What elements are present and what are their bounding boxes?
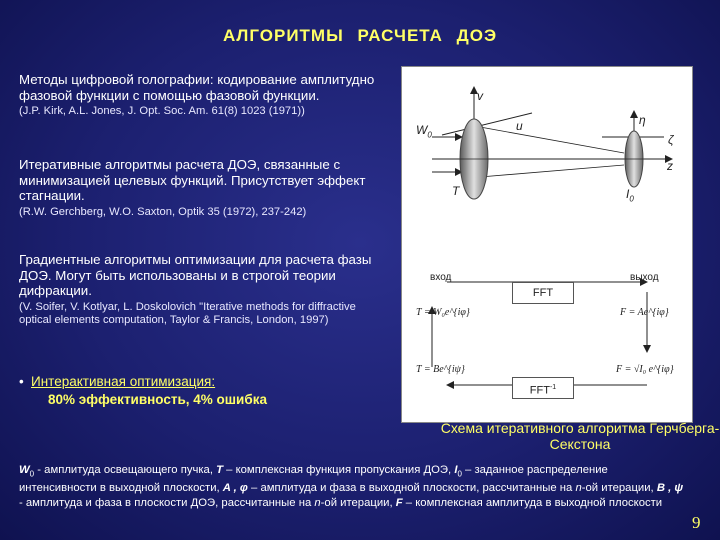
- bullet-subtext: 80% эффективность, 4% ошибка: [48, 392, 267, 407]
- method-block-holography: [19, 72, 384, 118]
- method-text: Итеративные алгоритмы расчета ДОЭ, связанные с минимизацией целевых функций. Присутствует эффект стагнации.: [19, 157, 366, 203]
- u-label: u: [516, 119, 523, 133]
- optical-scheme: [432, 87, 672, 199]
- i0-label: $I_0$: [626, 187, 634, 204]
- method-reference: (V. Soifer, V. Kotlyar, L. Doskolovich "Iterative methods for diffractive optical elements computation, Taylor & Francis, London, 1997): [19, 300, 356, 326]
- ray: [480, 127, 624, 153]
- formula-bottom-right: F = √I₀ e^{iφ}: [616, 364, 674, 375]
- ray: [480, 165, 624, 177]
- bullet-marker: •: [19, 374, 24, 389]
- method-text: Градиентные алгоритмы оптимизации для расчета фазы ДОЭ. Могут быть использованы и в строгой теории дифракции.: [19, 252, 372, 298]
- method-text: Методы цифровой голографии: кодирование амплитудно фазовой функции с помощью фазовой функции.: [19, 72, 375, 103]
- input-label: вход: [430, 272, 452, 283]
- z-label: z: [667, 159, 673, 173]
- fft-box: FFT: [512, 282, 574, 304]
- method-reference: (R.W. Gerchberg, W.O. Saxton, Optik 35 (1972), 237-242): [19, 205, 307, 218]
- page-number: 9: [692, 513, 701, 532]
- v-label: v: [477, 89, 483, 103]
- method-block-iterative: [19, 157, 384, 219]
- formula-top-left: T = W₀e^{iφ}: [416, 307, 470, 318]
- bullet-interactive: [19, 374, 215, 390]
- w0-label: $W_0$: [416, 123, 432, 140]
- method-block-gradient: [19, 252, 384, 327]
- eta-label: η: [639, 113, 646, 127]
- formula-top-right: F = Ae^{iφ}: [620, 307, 669, 318]
- slide-title: АЛГОРИТМЫ РАСЧЕТА ДОЭ: [222, 26, 498, 45]
- t-label: T: [452, 184, 460, 198]
- diagram-caption: Схема итеративного алгоритма Герчберга-Секстона: [440, 420, 720, 452]
- ifft-box: $FFT^{-1}$: [512, 377, 574, 399]
- zeta-label: ζ: [668, 133, 674, 147]
- method-reference: (J.P. Kirk, A.L. Jones, J. Opt. Soc. Am. 61(8) 1023 (1971)): [19, 105, 305, 117]
- formula-bottom-left: T = Be^{iψ}: [416, 364, 465, 375]
- interactive-optimization-link[interactable]: Интерактивная оптимизация:: [31, 374, 216, 389]
- algorithm-diagram: [401, 66, 693, 423]
- legend-text: $W_0$ - амплитуда освещающего пучка, T – комплексная функция пропускания ДОЭ, $I_0$ – заданное распределение интенсивности в выходной плоскости, A , φ – амплитуда и фаза в выходной плоскости, рассчитанные на n-ой итерации, B , ψ - амплитуда и фаза в плоскости ДОЭ, рассчитанные на n-ой итерации, F – комплексная амплитуда в выходной плоскости: [19, 464, 684, 509]
- output-label: выход: [630, 272, 659, 283]
